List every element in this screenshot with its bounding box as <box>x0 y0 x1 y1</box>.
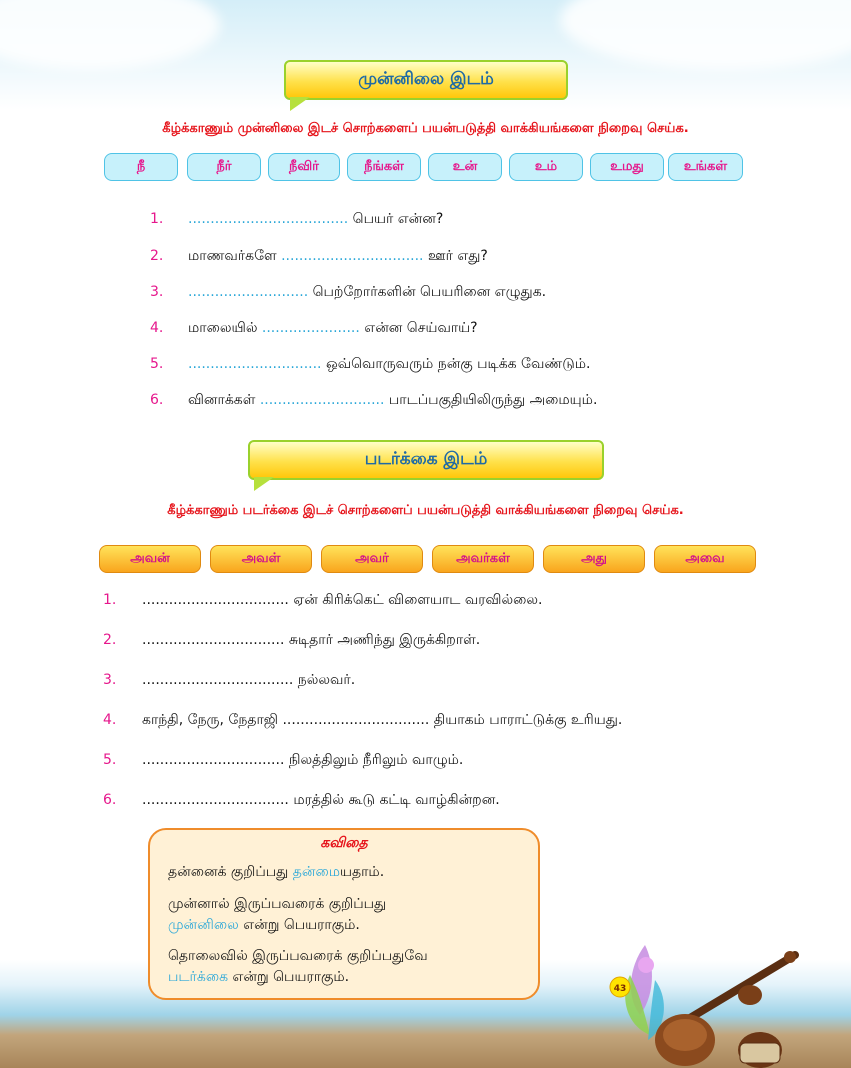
poem-title: கவிதை <box>320 835 368 851</box>
poem-text: யதாம். <box>339 864 385 880</box>
item-text-after: பெற்றோர்களின் பெயரினை எழுதுக. <box>312 284 547 300</box>
item-text-after: நல்லவர். <box>297 672 356 688</box>
item-text-after: சுடிதார் அணிந்து இருக்கிறாள். <box>288 632 481 648</box>
section1-title <box>284 60 568 100</box>
blank-dots: ........................... <box>188 284 309 300</box>
word-chip-text: உன் <box>452 159 478 174</box>
item-text-after: மரத்தில் கூடு கட்டி வாழ்கின்றன. <box>293 792 500 808</box>
blank-dots: ............................ <box>259 392 385 408</box>
blank-dots: .................................. <box>142 672 294 688</box>
title-tail <box>290 97 310 111</box>
word-chip-text: அவர்கள் <box>456 551 510 566</box>
word-chip <box>590 153 664 181</box>
item-text-after: பெயர் என்ன? <box>352 211 444 227</box>
word-chip <box>187 153 261 181</box>
item-text-before: மாணவர்களே <box>188 248 277 264</box>
word-chip-text: அது <box>581 551 607 566</box>
word-chip-text: உமது <box>610 159 644 174</box>
word-chip <box>428 153 502 181</box>
poem-highlight: படர்க்கை <box>168 969 229 985</box>
word-chip <box>654 545 756 573</box>
blank-dots: ................................. <box>142 792 289 808</box>
poem-line <box>168 864 384 882</box>
poem-highlight: தன்மை <box>292 864 340 880</box>
item-text-before: வினாக்கள் <box>188 392 256 408</box>
blank-dots: ...................... <box>261 320 360 336</box>
word-chip-text: நீவிர் <box>289 159 319 174</box>
word-chip-text: நீர் <box>216 159 232 174</box>
poem-line: முன்னால் இருப்பவரைக் குறிப்பது <box>168 896 387 912</box>
item-number: 4. <box>103 712 117 728</box>
poem-line <box>168 969 349 987</box>
veena-decoration <box>600 935 800 1068</box>
word-chip <box>509 153 583 181</box>
veena-icon <box>655 951 796 1068</box>
item-number: 4. <box>150 320 164 336</box>
title-tail <box>254 477 274 491</box>
word-chip-text: நீ <box>136 159 146 174</box>
item-text-after: ஒவ்வொருவரும் நன்கு படிக்க வேண்டும். <box>325 356 591 372</box>
word-chip-text: அவள் <box>241 551 281 566</box>
cloud-decoration <box>560 0 851 70</box>
item-text-before: மாலையில் <box>188 320 258 336</box>
word-chip <box>321 545 423 573</box>
word-chip-text: நீங்கள் <box>364 159 404 174</box>
word-chip-text: அவை <box>685 551 725 566</box>
item-number: 1. <box>103 592 117 608</box>
section1-title-text: முன்னிலை இடம் <box>358 69 494 89</box>
poem-box <box>148 828 540 1000</box>
blank-dots: ................................ <box>281 248 424 264</box>
item-text-after: ஊர் எது? <box>427 248 488 264</box>
item-number: 5. <box>150 356 164 372</box>
blank-dots: ................................. <box>142 592 289 608</box>
blank-dots: ................................ <box>142 632 285 648</box>
poem-text: என்று பெயராகும். <box>228 969 350 985</box>
blank-dots: ................................. <box>282 712 430 728</box>
item-number: 2. <box>103 632 117 648</box>
section1-instruction: கீழ்க்காணும் முன்னிலை இடச் சொற்களைப் பயன்படுத்தி வாக்கியங்களை நிறைவு செய்க. <box>162 121 689 136</box>
poem-line: தொலைவில் இருப்பவரைக் குறிப்பதுவே <box>168 948 428 964</box>
item-text-before: காந்தி, நேரு, நேதாஜி <box>142 712 279 728</box>
poem-text: தன்னைக் குறிப்பது <box>168 864 293 880</box>
blank-dots: ................................ <box>142 752 285 768</box>
word-chip <box>268 153 340 181</box>
section2-title <box>248 440 604 480</box>
cloud-decoration <box>0 0 220 70</box>
item-number: 1. <box>150 211 164 227</box>
word-chip-text: அவர் <box>355 551 389 566</box>
blank-dots: .............................. <box>188 356 322 372</box>
item-number: 6. <box>103 792 117 808</box>
word-chip <box>347 153 421 181</box>
item-text-after: ஏன் கிரிக்கெட் விளையாட வரவில்லை. <box>293 592 543 608</box>
item-text-after: தியாகம் பாராட்டுக்கு உரியது. <box>433 712 623 728</box>
word-chip <box>210 545 312 573</box>
section2-instruction: கீழ்க்காணும் படர்க்கை இடச் சொற்களைப் பயன்படுத்தி வாக்கியங்களை நிறைவு செய்க. <box>167 503 684 518</box>
word-chip <box>432 545 534 573</box>
page-number: 43 <box>613 984 627 994</box>
word-chip-text: அவன் <box>130 551 170 566</box>
item-text-after: என்ன செய்வாய்? <box>364 320 478 336</box>
word-chip <box>99 545 201 573</box>
flower-decoration <box>625 945 664 1040</box>
blank-dots: .................................... <box>188 211 349 227</box>
poem-highlight: முன்னிலை <box>168 917 239 933</box>
item-text-after: நிலத்திலும் நீரிலும் வாழும். <box>288 752 464 768</box>
poem-line <box>168 917 360 935</box>
poem-text: என்று பெயராகும். <box>238 917 360 933</box>
word-chip-text: உம் <box>534 159 558 174</box>
item-number: 5. <box>103 752 117 768</box>
word-chip <box>543 545 645 573</box>
word-chip <box>668 153 743 181</box>
item-number: 3. <box>150 284 164 300</box>
item-text-after: பாடப்பகுதியிலிருந்து அமையும். <box>388 392 598 408</box>
item-number: 2. <box>150 248 164 264</box>
item-number: 3. <box>103 672 117 688</box>
item-number: 6. <box>150 392 164 408</box>
word-chip-text: உங்கள் <box>683 159 728 174</box>
section2-title-text: படர்க்கை இடம் <box>364 449 488 469</box>
word-chip <box>104 153 178 181</box>
